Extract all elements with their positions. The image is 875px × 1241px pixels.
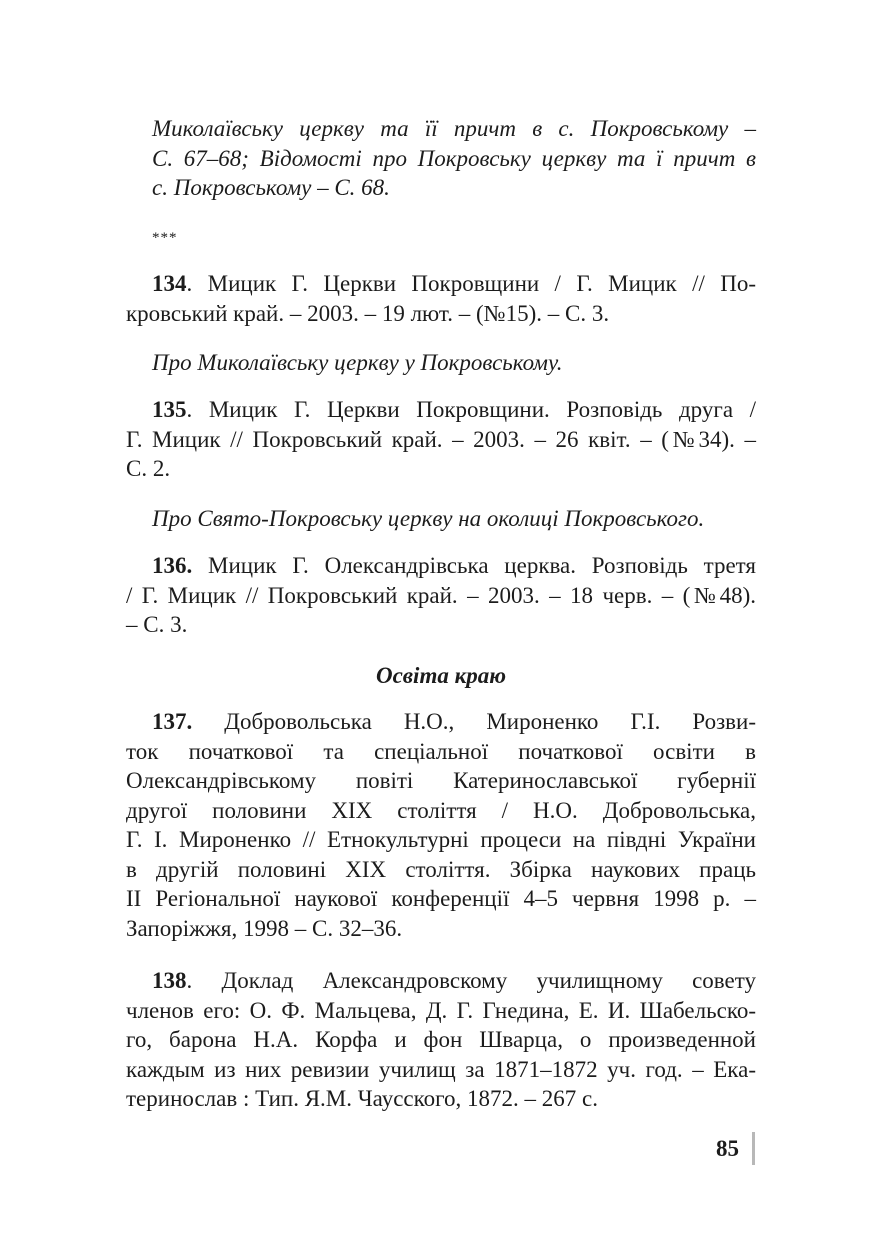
entry-134 bbox=[126, 269, 756, 328]
entry-number: 134 bbox=[152, 271, 187, 296]
entry-138 bbox=[126, 966, 756, 1114]
page-number-rule bbox=[752, 1132, 755, 1165]
text-line: С. 2. bbox=[126, 456, 171, 481]
text-line: Запоріжжя, 1998 – С. 32–36. bbox=[126, 915, 403, 941]
text-line: го, барона Н.А. Корфа и фон Шварца, о произведенной bbox=[126, 1027, 756, 1052]
text-line bbox=[126, 269, 756, 299]
entry-number: 135 bbox=[152, 397, 187, 422]
text-line: каждым из них ревизии училищ за 1871–1872 уч. год. – Ека- bbox=[126, 1056, 756, 1082]
entry-text: . Доклад Александровскому училищному совету bbox=[186, 968, 756, 993]
text-line: ток початкової та спеціальної початкової освіти в bbox=[126, 738, 756, 764]
text-line bbox=[126, 966, 756, 996]
entry-text: . Мицик Г. Церкви Покровщини / Г. Мицик // По- bbox=[186, 271, 756, 296]
entry-number: 137. bbox=[152, 709, 193, 734]
section-heading: Освіта краю bbox=[375, 663, 507, 688]
text-line: другої половини XIX століття / Н.О. Добровольська, bbox=[126, 797, 756, 823]
entry-text: Добровольська Н.О., Мироненко Г.І. Розви- bbox=[192, 709, 756, 734]
text-line bbox=[126, 395, 756, 425]
text-line: С. 67–68; Відомості про Покровську церкву та ї причт в bbox=[152, 145, 756, 171]
text-line: кровський край. – 2003. – 19 лют. – (№15). – С. 3. bbox=[126, 300, 610, 326]
text-line: в другій половині XIX століття. Збірка наукових праць bbox=[126, 856, 756, 882]
text-line bbox=[126, 551, 756, 581]
text-line bbox=[126, 707, 756, 737]
separator-stars: *** bbox=[152, 230, 178, 246]
text-line: / Г. Мицик // Покровський край. – 2003. – 18 черв. – (№48). bbox=[126, 582, 756, 608]
entry-number: 138 bbox=[152, 968, 187, 993]
entry-number: 136. bbox=[152, 553, 193, 578]
text-line: – С. 3. bbox=[126, 612, 188, 637]
text-line: Миколаївську церкву та її причт в с. Покровському – bbox=[152, 116, 756, 141]
text-line: ІІ Регіональної наукової конференції 4–5 червня 1998 р. – bbox=[126, 886, 756, 911]
text-line: Г. І. Мироненко // Етнокультурні процеси на півдні України bbox=[126, 827, 756, 852]
text-line: Олександрівському повіті Катеринославської губернії bbox=[126, 768, 756, 793]
entry-136 bbox=[126, 551, 756, 640]
text-line: Г. Мицик // Покровський край. – 2003. – 26 квіт. – (№34). – bbox=[126, 426, 756, 452]
text-line: с. Покровському – С. 68. bbox=[152, 175, 390, 200]
page-number: 85 bbox=[716, 1136, 739, 1161]
text-line: членов его: О. Ф. Мальцева, Д. Г. Гнедина, Е. И. Шабельско- bbox=[126, 997, 756, 1023]
entry-note: Про Миколаївську церкву у Покровському. bbox=[152, 350, 563, 375]
entry-text: Мицик Г. Олександрівська церква. Розповідь третя bbox=[192, 553, 756, 578]
entry-text: . Мицик Г. Церкви Покровщини. Розповідь друга / bbox=[186, 397, 756, 422]
entry-135 bbox=[126, 395, 756, 484]
text-line: теринослав : Тип. Я.М. Чаусского, 1872. – 267 с. bbox=[126, 1086, 598, 1111]
continuation-text bbox=[152, 114, 756, 203]
entry-note: Про Свято-Покровську церкву на околиці Покровського. bbox=[152, 506, 705, 531]
entry-137 bbox=[126, 707, 756, 943]
